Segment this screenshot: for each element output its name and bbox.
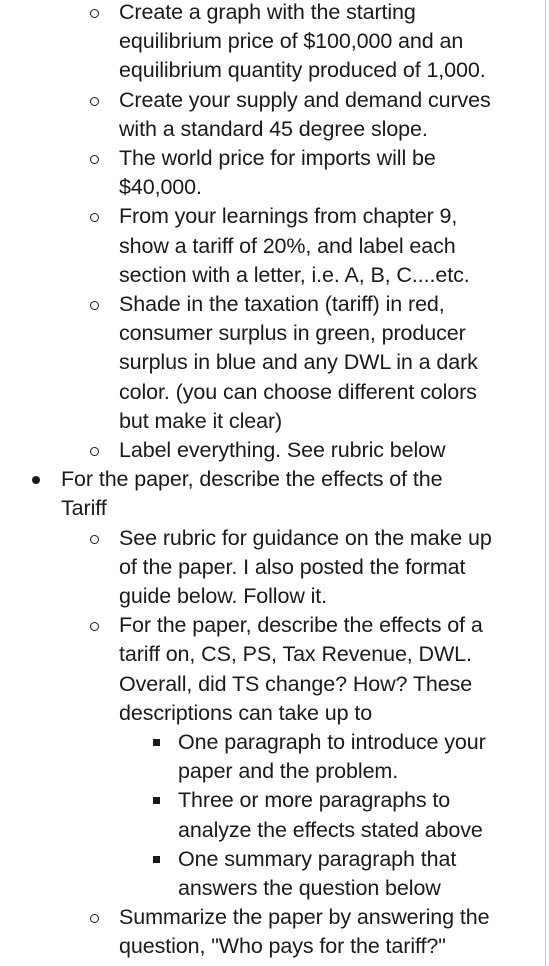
list-item-text-line: equilibrium quantity produced of 1,000. <box>119 58 486 83</box>
list-item-text-line: but make it clear) <box>119 408 283 433</box>
bullet-circle-icon <box>90 9 99 18</box>
bullet-circle-icon <box>90 301 99 310</box>
list-item-text-line: One summary paragraph that <box>178 846 457 871</box>
list-item-text-line: For the paper, describe the effects of a <box>119 613 483 638</box>
bullet-disc-icon <box>32 476 40 484</box>
list-item-text-line: analyze the effects stated above <box>178 817 483 842</box>
list-item-text-line: Create a graph with the starting <box>119 0 416 24</box>
list-item-text-line: Shade in the taxation (tariff) in red, <box>119 292 445 316</box>
list-item-text-line: Label everything. See rubric below <box>119 438 446 462</box>
bullet-circle-icon <box>90 213 99 222</box>
list-item-text-line: with a standard 45 degree slope. <box>119 116 428 141</box>
list-item-text-line: Summarize the paper by answering the <box>119 905 490 930</box>
bullet-circle-icon <box>90 914 99 923</box>
bullet-circle-icon <box>90 155 99 164</box>
list-item-text-line: Three or more paragraphs to <box>178 788 451 813</box>
list-item-text-line: Overall, did TS change? How? These <box>119 671 473 696</box>
list-item-text-line: answers the question below <box>178 876 441 900</box>
list-item-text-line: descriptions can take up to <box>119 700 373 725</box>
bullet-square-icon <box>153 739 160 746</box>
list-item-text-line: For the paper, describe the effects of the <box>61 467 443 492</box>
list-item-text-line: surplus in blue and any DWL in a dark <box>119 350 478 375</box>
list-item-text-line: tariff on, CS, PS, Tax Revenue, DWL. <box>119 642 472 667</box>
list-item-text-line: See rubric for guidance on the make up <box>119 525 492 550</box>
list-item-text-line: section with a letter, i.e. A, B, C....etc. <box>119 262 470 287</box>
list-item-text-line: Create your supply and demand curves <box>119 87 491 112</box>
page-edge-divider <box>545 0 546 966</box>
bullet-square-icon <box>153 797 160 804</box>
list-item-text-line: consumer surplus in green, producer <box>119 321 466 346</box>
bullet-circle-icon <box>90 447 99 456</box>
list-item-text-line: One paragraph to introduce your <box>178 730 486 754</box>
bullet-circle-icon <box>90 97 99 106</box>
list-item-text-line: From your learnings from chapter 9, <box>119 204 458 229</box>
list-item-text-line: color. (you can choose different colors <box>119 379 477 404</box>
list-item-text-line: show a tariff of 20%, and label each <box>119 233 456 258</box>
list-item-text-line: question, "Who pays for the tariff?" <box>119 934 446 959</box>
bullet-square-icon <box>153 856 160 863</box>
list-item-text-line: $40,000. <box>119 175 202 200</box>
list-item-text-line: Tariff <box>61 496 107 521</box>
bullet-circle-icon <box>90 535 99 544</box>
list-item-text-line: of the paper. I also posted the format <box>119 554 466 579</box>
list-item-text-line: paper and the problem. <box>178 759 399 784</box>
bullet-circle-icon <box>90 622 99 631</box>
list-item-text-line: equilibrium price of $100,000 and an <box>119 29 464 54</box>
list-item-text-line: The world price for imports will be <box>119 146 436 170</box>
list-item-text-line: guide below. Follow it. <box>119 584 328 608</box>
